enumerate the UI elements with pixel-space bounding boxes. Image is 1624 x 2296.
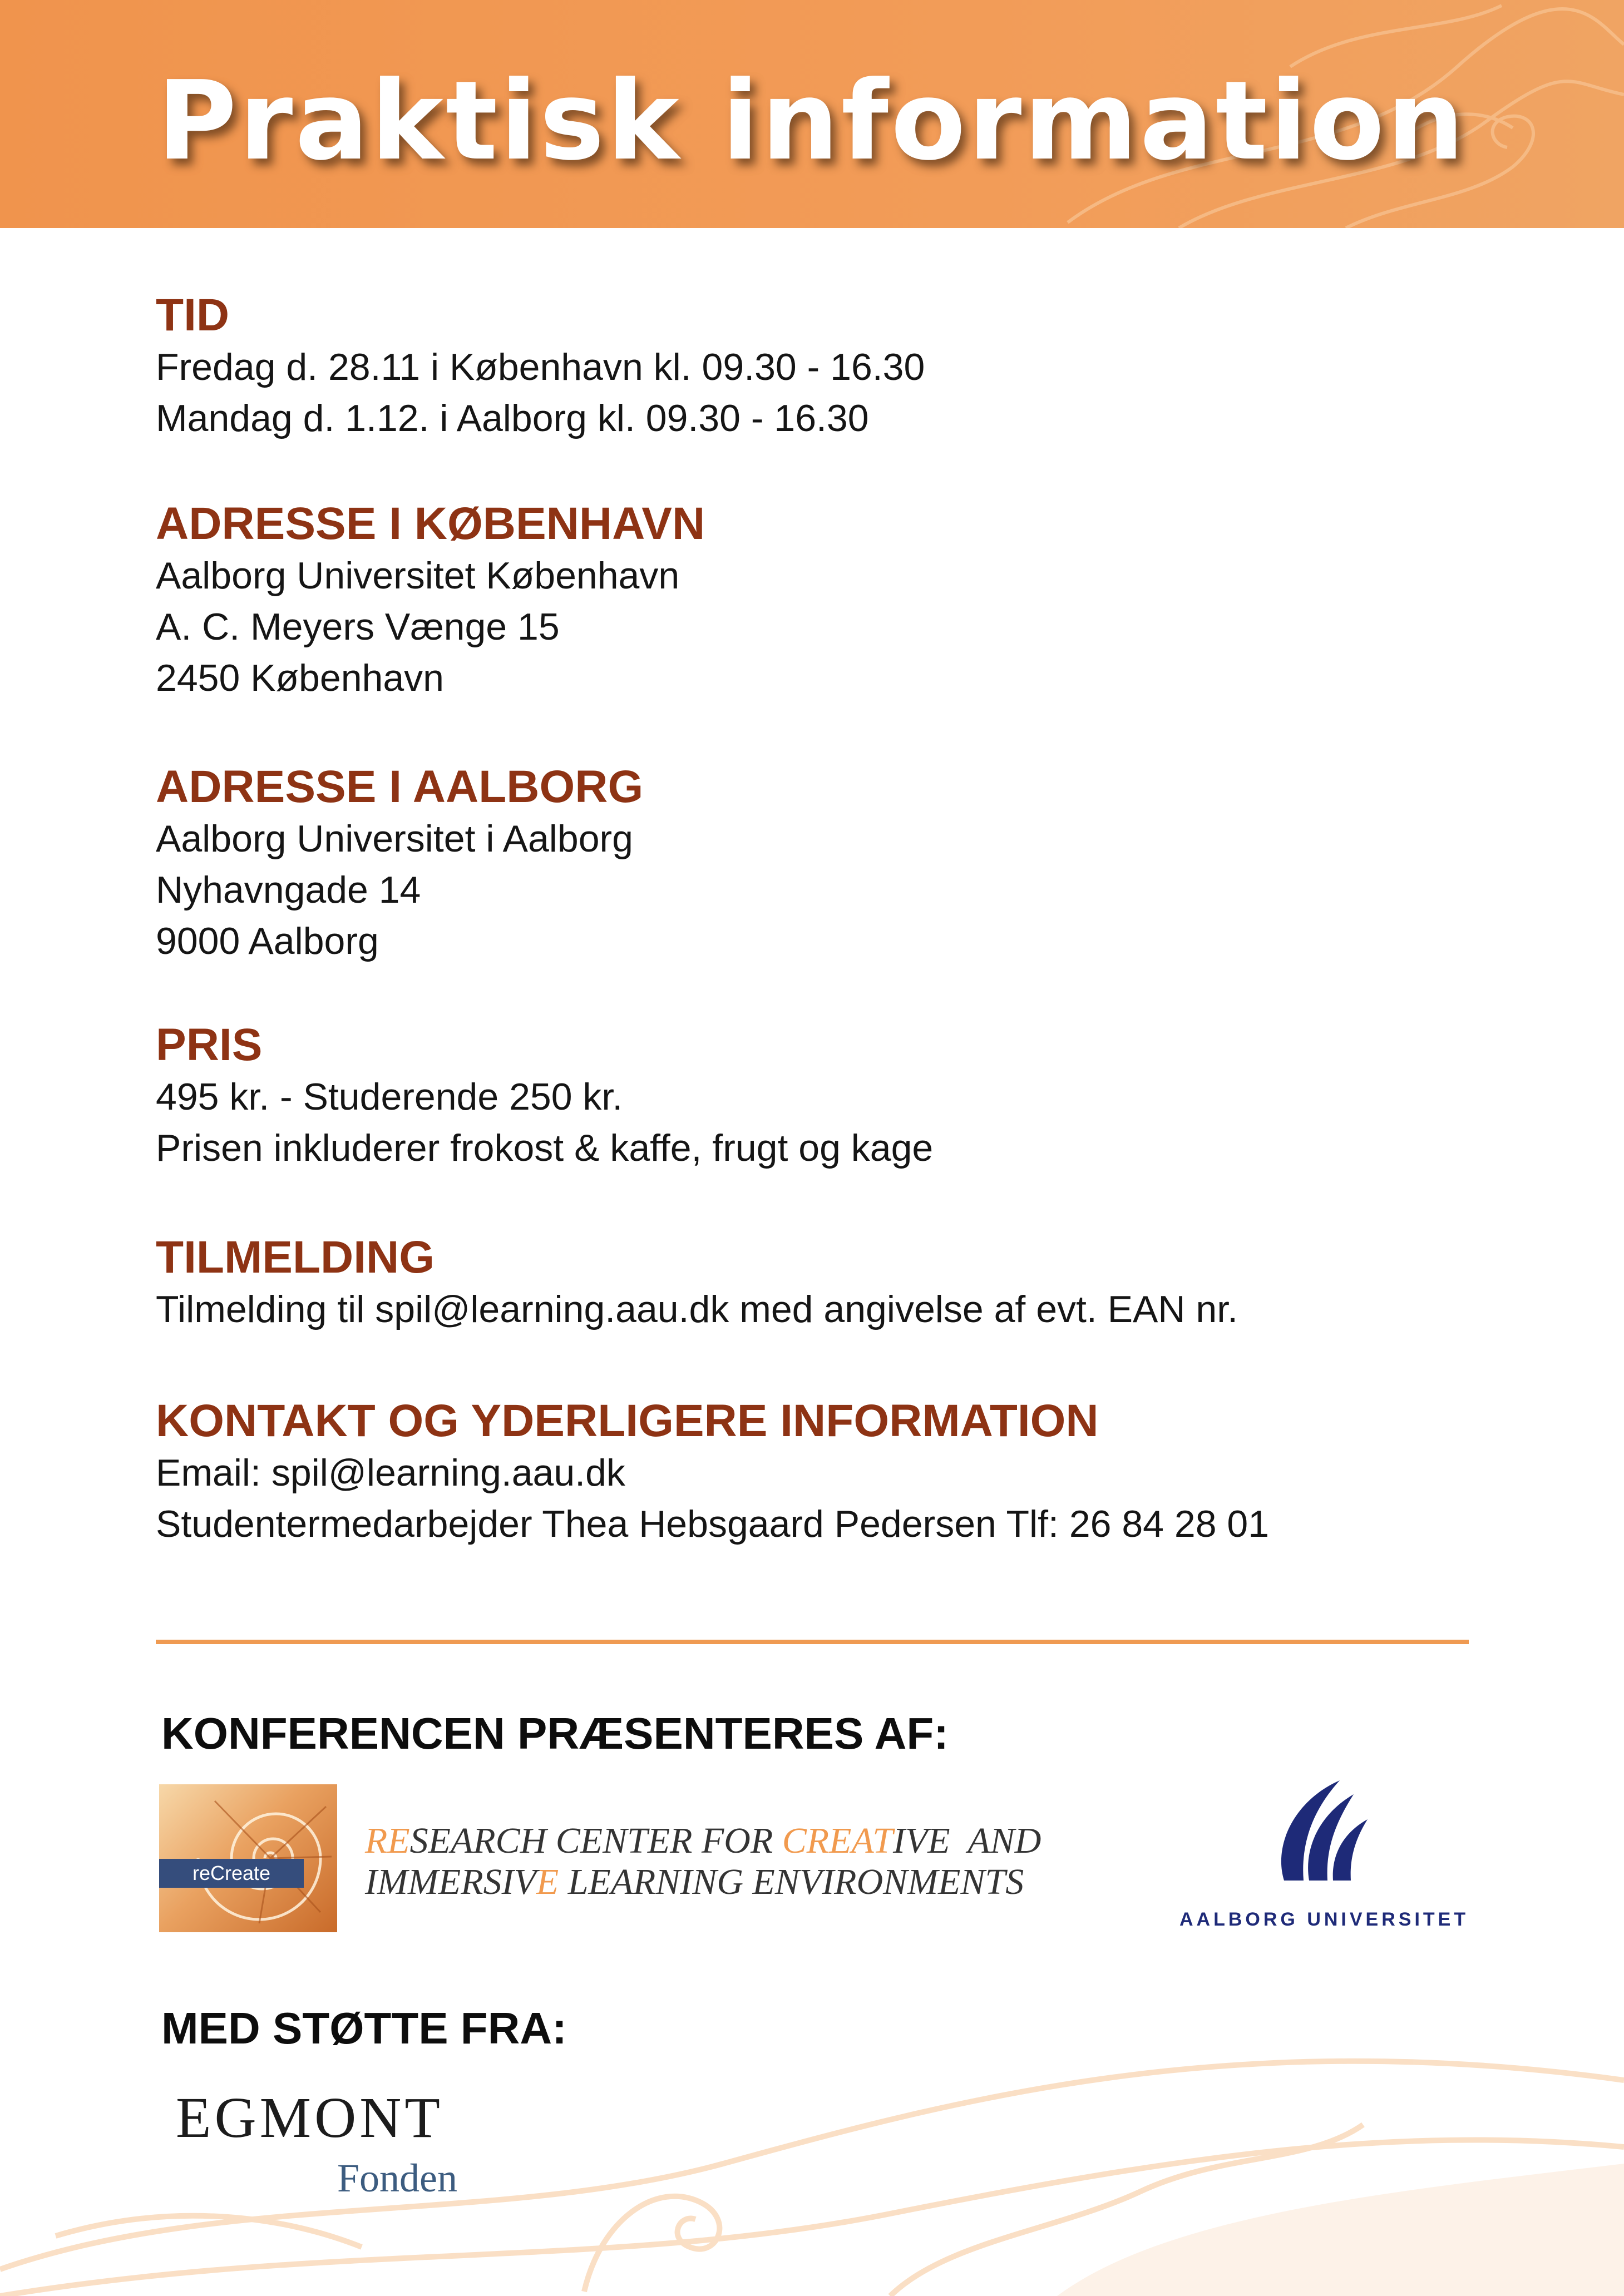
section-contact (156, 1395, 1491, 1550)
aau-logo-icon (1262, 1778, 1373, 1883)
section-heading: KONTAKT OG YDERLIGERE INFORMATION (156, 1396, 1099, 1446)
text-line: Fredag d. 28.11 i København kl. 09.30 - 16.30 (156, 346, 925, 388)
text-line: Tilmelding til spil@learning.aau.dk med angivelse af evt. EAN nr. (156, 1288, 1238, 1330)
egmont-logo-name: EGMONT (176, 2086, 443, 2150)
text-line: Prisen inkluderer frokost & kaffe, frugt og kage (156, 1127, 934, 1169)
text-line: 495 kr. - Studerende 250 kr. (156, 1076, 623, 1118)
text-line: Aalborg Universitet København (156, 555, 680, 597)
research-text-part: RE (365, 1820, 410, 1861)
text-line: Mandag d. 1.12. i Aalborg kl. 09.30 - 16.30 (156, 397, 869, 439)
aau-name: AALBORG UNIVERSITET (1179, 1909, 1469, 1930)
section-price (156, 1019, 1491, 1174)
research-text-part: SEARCH CENTER FOR (409, 1820, 782, 1861)
presenters-heading: KONFERENCEN PRÆSENTERES AF: (161, 1709, 949, 1758)
recreate-tag: reCreate (159, 1859, 304, 1888)
text-line: Email: spil@learning.aau.dk (156, 1452, 625, 1494)
section-heading: ADRESSE I KØBENHAVN (156, 498, 705, 549)
divider (156, 1640, 1469, 1644)
section-heading: ADRESSE I AALBORG (156, 761, 644, 812)
research-text-part: IMMERSIV (365, 1862, 536, 1902)
research-text-part: CREAT (782, 1820, 893, 1861)
research-text-part: E (536, 1862, 559, 1902)
research-center-line-1 (365, 1820, 1041, 1862)
text-line: Nyhavngade 14 (156, 869, 421, 911)
text-line: Studentermedarbejder Thea Hebsgaard Pedersen Tlf: 26 84 28 01 (156, 1503, 1270, 1545)
text-line: Aalborg Universitet i Aalborg (156, 818, 634, 860)
research-text-part: LEARNING ENVIRONMENTS (559, 1862, 1024, 1902)
page-title: Praktisk information (157, 58, 1467, 185)
egmont-logo-sub: Fonden (337, 2156, 457, 2200)
section-tid (156, 289, 1491, 444)
section-registration (156, 1231, 1491, 1335)
section-heading: TILMELDING (156, 1232, 435, 1283)
text-line: 2450 København (156, 657, 444, 699)
recreate-logo (159, 1784, 337, 1932)
section-address-aalborg (156, 761, 1491, 967)
header-banner (0, 0, 1624, 228)
section-heading: PRIS (156, 1020, 263, 1070)
nautilus-shell-icon (159, 1784, 337, 1932)
support-heading: MED STØTTE FRA: (161, 2003, 567, 2053)
research-center-line-2 (365, 1861, 1024, 1903)
research-text-part: IVE AND (893, 1820, 1041, 1861)
section-heading: TID (156, 290, 230, 340)
text-line: A. C. Meyers Vænge 15 (156, 606, 560, 648)
section-address-copenhagen (156, 498, 1491, 704)
text-line: 9000 Aalborg (156, 920, 379, 962)
